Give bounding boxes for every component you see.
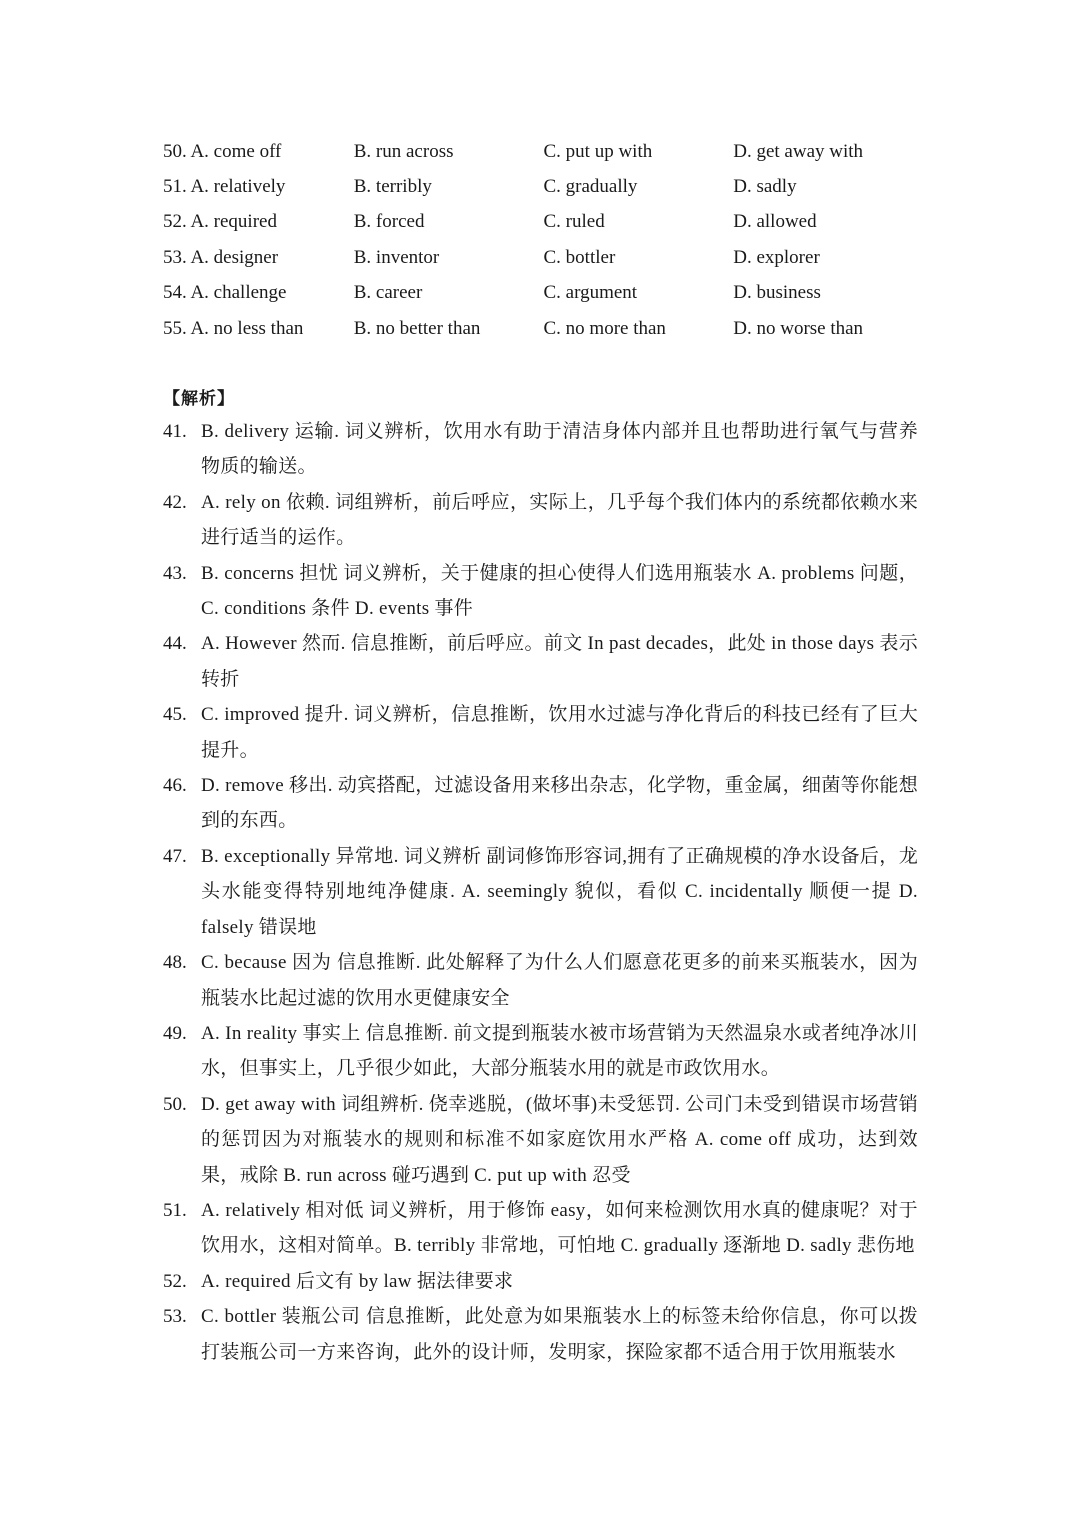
item-text: D. get away with 词组辨析. 侥幸逃脱，(做坏事)未受惩罚. 公司门未受到错误市场营销的惩罚因为对瓶装水的规则和标准不如家庭饮用水严格 A. come off 成功，达到效果，戒除 B. run across 碰巧遇到 C. put up with 忍受 xyxy=(201,1093,918,1186)
option-c: C. ruled xyxy=(543,211,605,233)
option-b: B. terribly xyxy=(353,176,432,198)
option-c: C. put up with xyxy=(543,140,653,162)
option-d: D. no worse than xyxy=(733,317,864,339)
explanation-item xyxy=(163,697,918,768)
option-row-51 xyxy=(163,169,923,204)
option-row-55 xyxy=(163,311,923,346)
item-text: D. remove 移出. 动宾搭配，过滤设备用来移出杂志，化学物，重金属，细菌等你能想到的东西。 xyxy=(201,775,918,832)
option-d: D. allowed xyxy=(733,211,817,233)
option-a: 54. A. challenge xyxy=(163,282,287,304)
option-d: D. get away with xyxy=(733,140,864,162)
item-number: 49. xyxy=(163,1022,187,1044)
item-number: 43. xyxy=(163,562,187,584)
option-row-54 xyxy=(163,276,923,311)
item-text: A. relatively 相对低 词义辨析，用于修饰 easy，如何来检测饮用水真的健康呢？对于饮用水，这相对简单。B. terribly 非常地，可怕地 C. gradually 逐渐地 D. sadly 悲伤地 xyxy=(201,1199,918,1257)
explanation-item xyxy=(163,1087,918,1193)
option-a: 55. A. no less than xyxy=(163,317,304,339)
item-number: 48. xyxy=(163,952,187,974)
item-number: 52. xyxy=(163,1270,187,1292)
item-number: 45. xyxy=(163,704,187,726)
explanation-list xyxy=(163,414,918,1370)
item-text: C. bottler 装瓶公司 信息推断，此处意为如果瓶装水上的标签未给你信息，你可以拨打装瓶公司一方来咨询，此外的设计师，发明家，探险家都不适合用于饮用瓶装水 xyxy=(201,1306,918,1363)
explanation-item xyxy=(163,768,918,839)
item-text: C. because 因为 信息推断. 此处解释了为什么人们愿意花更多的前来买瓶装水，因为瓶装水比起过滤的饮用水更健康安全 xyxy=(201,952,918,1009)
item-text: C. improved 提升. 词义辨析，信息推断，饮用水过滤与净化背后的科技已经有了巨大提升。 xyxy=(201,704,918,761)
item-number: 50. xyxy=(163,1093,187,1115)
option-d: D. sadly xyxy=(733,176,797,198)
item-text: B. exceptionally 异常地. 词义辨析 副词修饰形容词,拥有了正确规模的净水设备后，龙头水能变得特别地纯净健康. A. seemingly 貌似，看似 C. incidentally 顺便一提 D. falsely 错误地 xyxy=(201,845,918,938)
option-b: B. forced xyxy=(353,211,425,233)
option-row-52 xyxy=(163,205,923,240)
option-row-50 xyxy=(163,134,923,169)
answer-options xyxy=(163,134,923,346)
explanation-item xyxy=(163,626,918,697)
option-a: 50. A. come off xyxy=(163,140,282,162)
option-d: D. business xyxy=(733,282,821,304)
option-c: C. bottler xyxy=(543,246,616,268)
item-number: 51. xyxy=(163,1199,187,1221)
explanation-item xyxy=(163,945,918,1016)
option-d: D. explorer xyxy=(733,246,820,268)
item-number: 41. xyxy=(163,421,187,442)
item-number: 42. xyxy=(163,491,187,513)
option-row-53 xyxy=(163,240,923,275)
item-text: B. delivery 运输. 词义辨析，饮用水有助于清洁身体内部并且也帮助进行氧气与营养物质的输送。 xyxy=(201,421,918,478)
item-number: 44. xyxy=(163,633,187,655)
explanation-item xyxy=(163,485,918,556)
option-c: C. no more than xyxy=(543,317,666,339)
option-c: C. gradually xyxy=(543,176,638,198)
item-number: 46. xyxy=(163,775,187,797)
option-b: B. run across xyxy=(353,140,454,162)
option-b: B. inventor xyxy=(353,246,440,268)
item-text: A. However 然而. 信息推断，前后呼应。前文 In past decades，此处 in those days 表示转折 xyxy=(201,633,918,690)
option-b: B. no better than xyxy=(353,317,481,339)
option-a: 52. A. required xyxy=(163,211,277,233)
section-heading: 【解析】 xyxy=(163,389,235,409)
explanation-item xyxy=(163,556,918,627)
option-a: 51. A. relatively xyxy=(163,176,286,198)
item-text: B. concerns 担忧 词义辨析，关于健康的担心使得人们选用瓶装水 A. problems 问题，C. conditions 条件 D. events 事件 xyxy=(201,562,918,620)
explanation-item xyxy=(163,1299,918,1370)
item-number: 53. xyxy=(163,1306,187,1328)
explanation-item xyxy=(163,1016,918,1087)
option-a: 53. A. designer xyxy=(163,246,279,268)
explanation-item xyxy=(163,839,918,945)
explanation-item xyxy=(163,1193,918,1264)
item-text: A. In reality 事实上 信息推断. 前文提到瓶装水被市场营销为天然温泉水或者纯净冰川水，但事实上，几乎很少如此，大部分瓶装水用的就是市政饮用水。 xyxy=(201,1022,918,1080)
explanation-item xyxy=(163,1264,918,1299)
explanation-item xyxy=(163,414,918,485)
option-c: C. argument xyxy=(543,282,638,304)
item-number: 47. xyxy=(163,845,187,867)
item-text: A. rely on 依赖. 词组辨析，前后呼应，实际上，几乎每个我们体内的系统都依赖水来进行适当的运作。 xyxy=(201,491,918,549)
item-text: A. required 后文有 by law 据法律要求 xyxy=(201,1270,514,1292)
option-b: B. career xyxy=(353,282,423,304)
